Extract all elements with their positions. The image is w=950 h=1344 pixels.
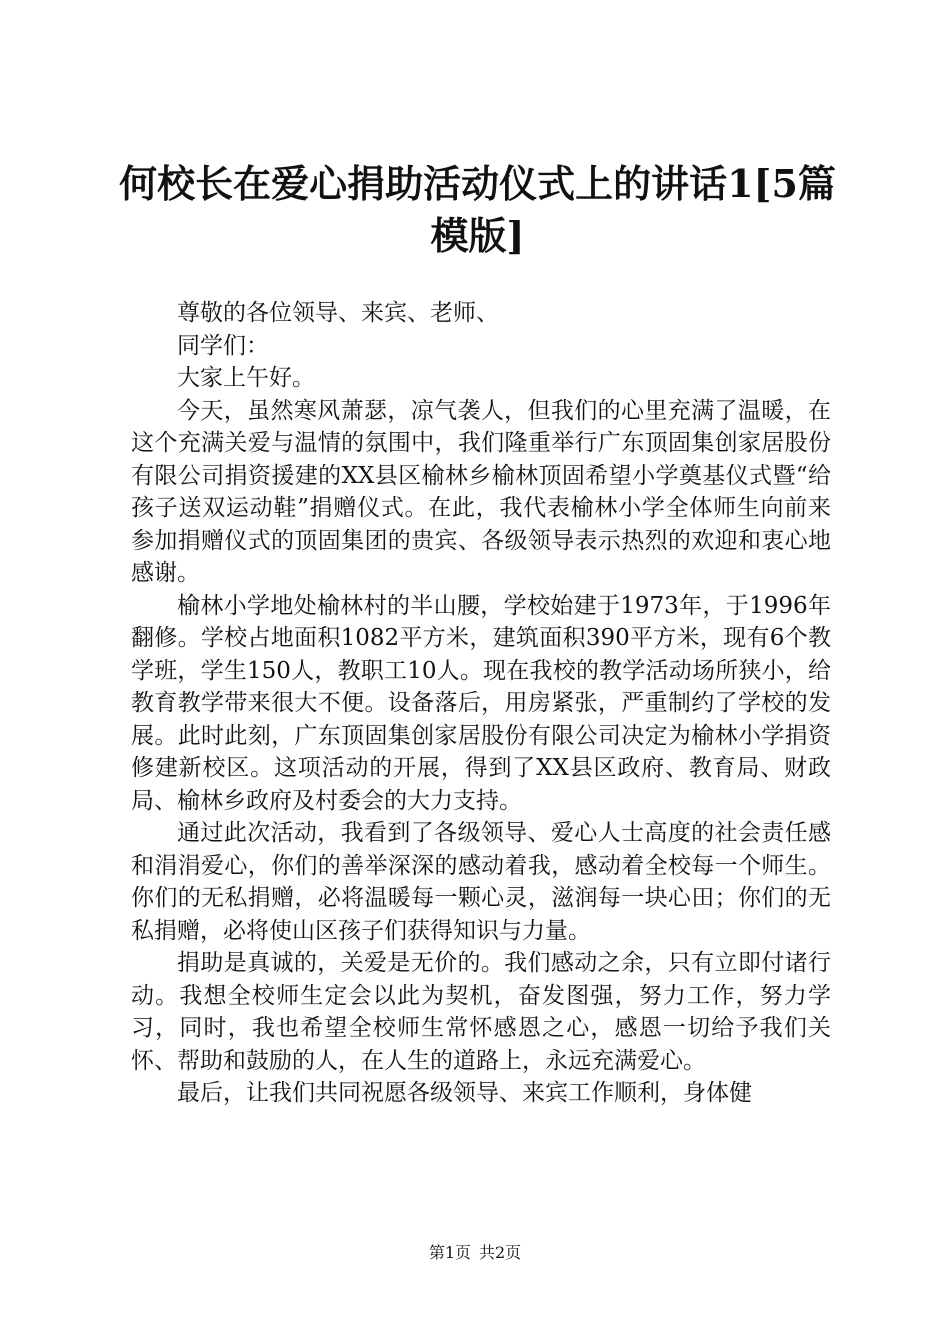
page-number: 第1页 xyxy=(428,1243,471,1262)
body-paragraph: 今天，虽然寒风萧瑟，凉气袭人，但我们的心里充满了温暖，在这个充满关爱与温情的氛围中，我们隆重举行广东顶固集创家居股份有限公司捐资援建的XX县区榆林乡榆林顶固希望小学奠基仪式暨“给孩子送双运动鞋”捐赠仪式。在此，我代表榆林小学全体师生向前来参加捐赠仪式的顶固集团的贵宾、各级领导表示热烈的欢迎和衷心地感谢。 xyxy=(131,397,831,586)
salutation-line-2: 同学们： xyxy=(177,332,269,359)
page-footer xyxy=(0,1243,950,1263)
greeting-line: 大家上午好。 xyxy=(177,365,315,391)
body-paragraph: 通过此次活动，我看到了各级领导、爱心人士高度的社会责任感和涓涓爱心，你们的善举深深的感动着我，感动着全校每一个师生。你们的无私捐赠，必将温暖每一颗心灵，滋润每一块心田；你们的无私捐赠，必将使山区孩子们获得知识与力量。 xyxy=(131,820,831,944)
body-paragraph: 捐助是真诚的，关爱是无价的。我们感动之余，只有立即付诸行动。我想全校师生定会以此为契机，奋发图强，努力工作，努力学习，同时，我也希望全校师生常怀感恩之心，感恩一切给予我们关怀、帮助和鼓励的人，在人生的道路上，永远充满爱心。 xyxy=(131,950,831,1074)
document-body xyxy=(131,297,831,1110)
document-title: 何校长在爱心捐助活动仪式上的讲话1[5篇模版] xyxy=(119,161,836,258)
salutation-line-1: 尊敬的各位领导、来宾、老师、 xyxy=(177,300,499,326)
page-total: 共2页 xyxy=(479,1243,522,1262)
body-paragraph: 榆林小学地处榆林村的半山腰，学校始建于1973年，于1996年翻修。学校占地面积1082平方米，建筑面积390平方米，现有6个教学班，学生150人，教职工10人。现在我校的教学活动场所狭小，给教育教学带来很大不便。设备落后，用房紧张，严重制约了学校的发展。此时此刻，广东顶固集创家居股份有限公司决定为榆林小学捐资修建新校区。这项活动的开展，得到了XX县区政府、教育局、财政局、榆林乡政府及村委会的大力支持。 xyxy=(131,592,831,814)
body-paragraph: 最后，让我们共同祝愿各级领导、来宾工作顺利，身体健 xyxy=(177,1080,752,1106)
